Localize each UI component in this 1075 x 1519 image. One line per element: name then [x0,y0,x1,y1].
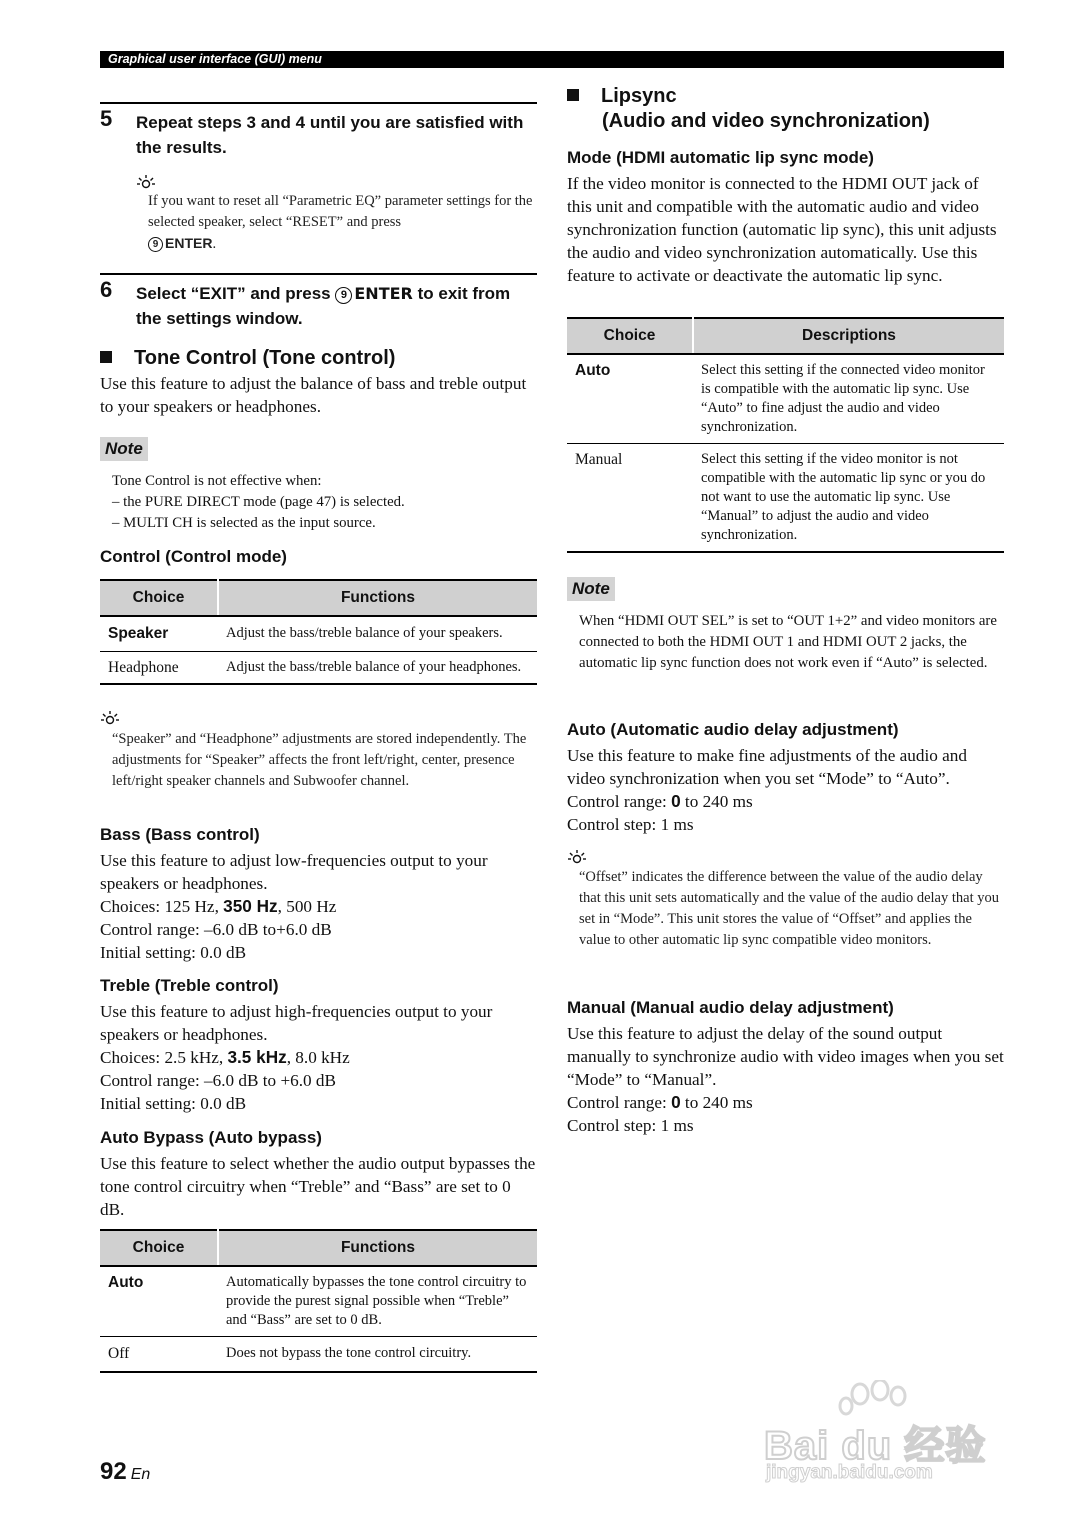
note-badge: Note [567,577,615,601]
col-header: Choice [567,318,693,354]
step-5 [100,102,537,164]
note-badge: Note [100,437,148,461]
section-title: Lipsync (Audio and video synchronization) [567,84,930,134]
treble-body: Use this feature to adjust high-frequencies output to your speakers or headphones. Choices: 2.5 kHz, 3.5 kHz, 8.0 kHz Control range: –6.0 dB to +6.0 dB Initial setting: 0.0 dB [100,1000,537,1115]
watermark-url: jingyan.baidu.com [766,1462,933,1483]
step-number: 5 [100,106,113,131]
bass-title: Bass (Bass control) [100,825,260,844]
choice-cell: Manual [567,444,693,553]
auto-title: Auto (Automatic audio delay adjustment) [567,720,899,739]
tip-icon [136,174,156,190]
col-header: Descriptions [693,318,1004,354]
tip-icon [567,849,587,865]
tip-icon [100,710,120,726]
step-6 [100,273,537,335]
page-header [100,51,1004,68]
control-title: Control (Control mode) [100,547,287,566]
square-bullet-icon [567,89,579,101]
bypass-table [100,1229,537,1373]
desc-cell: Select this setting if the connected video monitor is compatible with the automatic lip sync. Use “Auto” to fine adjust the audio and video synchronization. [693,354,1004,444]
tip-reset-eq: If you want to reset all “Parametric EQ” parameter settings for the selected speaker, select “RESET” and press 9 ENTER. [148,193,533,252]
watermark-brand: Bai du 经验 [764,1424,987,1468]
step-number: 6 [100,277,113,302]
table-row [100,616,537,652]
treble-title: Treble (Treble control) [100,976,279,995]
tone-note: Tone Control is not effective when: – the PURE DIRECT mode (page 47) is selected. – MULTI CH is selected as the input source. [112,473,405,531]
header-title: Graphical user interface (GUI) menu [108,52,322,66]
page-number: 92 En [100,1458,151,1485]
table-row [567,354,1004,444]
choice-cell: Auto [100,1266,218,1337]
mode-body: If the video monitor is connected to the HDMI OUT jack of this unit and compatible with the automatic audio and video synchronization function (automatic lip sync), this unit adjusts the audio and video synchronization automatically. Use this feature to activate or deactivate the automatic lip sync. [567,174,997,285]
manual-range: Control range: 0 to 240 ms [567,1092,753,1112]
step-text: Repeat steps 3 and 4 until you are satisfied with the results. [136,113,524,157]
table-row [100,1337,537,1373]
desc-cell: Adjust the bass/treble balance of your speakers. [218,616,537,652]
bypass-body: Use this feature to select whether the audio output bypasses the tone control circuitry when “Treble” and “Bass” are set to 0 dB. [100,1154,536,1219]
desc-cell: Does not bypass the tone control circuitry. [218,1337,537,1373]
manual-title: Manual (Manual audio delay adjustment) [567,998,894,1017]
treble-choices: Choices: 2.5 kHz, 3.5 kHz, 8.0 kHz [100,1047,350,1067]
enter-key-number: 9 [148,237,163,252]
bypass-title: Auto Bypass (Auto bypass) [100,1128,322,1147]
choice-cell: Headphone [100,652,218,685]
tip-offset: “Offset” indicates the difference between the value of the audio delay that this unit sets automatically and the value of the audio delay that you set in “Mode”. This unit stores the value of “Offset” and applies the value to other automatic lip sync compatible video monitors. [579,869,999,948]
enter-key-label: ENTER [165,235,213,251]
manual-body: Use this feature to adjust the delay of the sound output manually to synchronize audio with video images when you set “Mode” to “Manual”. Control range: 0 to 240 ms Control step: 1 ms [567,1024,1004,1135]
desc-cell: Automatically bypasses the tone control circuitry to provide the purest signal possible when “Treble” and “Bass” are set to 0 dB. [218,1266,537,1337]
tip-speaker-headphone: “Speaker” and “Headphone” adjustments are stored independently. The adjustments for “Speaker” affects the front left/right, center, presence left/right speaker channels and Subwoofer channel. [112,731,527,789]
table-row [567,444,1004,553]
choice-cell: Auto [567,354,693,444]
auto-range: Control range: 0 to 240 ms [567,791,753,811]
step-text: Select “EXIT” and press 9 ENTER to exit from the settings window. [136,284,511,328]
tone-body: Use this feature to adjust the balance of bass and treble output to your speakers or headphones. [100,374,527,416]
table-row [100,652,537,685]
control-table [100,579,537,685]
col-header: Functions [218,1230,537,1266]
desc-cell: Select this setting if the video monitor is not compatible with the automatic lip sync or you do not want to use the automatic lip sync. Use “Manual” to adjust the audio and video synchronization. [693,444,1004,553]
auto-body: Use this feature to make fine adjustments of the audio and video synchronization when you set “Mode” to “Auto”. Control range: 0 to 240 ms Control step: 1 ms [567,744,1004,836]
section-title: Tone Control (Tone control) [100,346,395,371]
desc-cell: Adjust the bass/treble balance of your headphones. [218,652,537,685]
col-header: Functions [218,580,537,616]
choice-cell: Speaker [100,616,218,652]
choice-cell: Off [100,1337,218,1373]
enter-key-label: ENTER [354,284,413,303]
mode-table [567,317,1004,553]
baidu-watermark [760,1380,1010,1483]
square-bullet-icon [100,351,112,363]
enter-key-number: 9 [335,287,352,304]
bass-choices: Choices: 125 Hz, 350 Hz, 500 Hz [100,896,337,916]
col-header: Choice [100,1230,218,1266]
table-row [100,1266,537,1337]
col-header: Choice [100,580,218,616]
bass-body: Use this feature to adjust low-frequencies output to your speakers or headphones. Choices: 125 Hz, 350 Hz, 500 Hz Control range: –6.0 dB to+6.0 dB Initial setting: 0.0 dB [100,849,537,964]
mode-note: When “HDMI OUT SEL” is set to “OUT 1+2” and video monitors are connected to both the HDMI OUT 1 and HDMI OUT 2 jacks, the automatic lip sync function does not work even if “Auto” is selected. [579,613,997,671]
mode-title: Mode (HDMI automatic lip sync mode) [567,148,874,167]
